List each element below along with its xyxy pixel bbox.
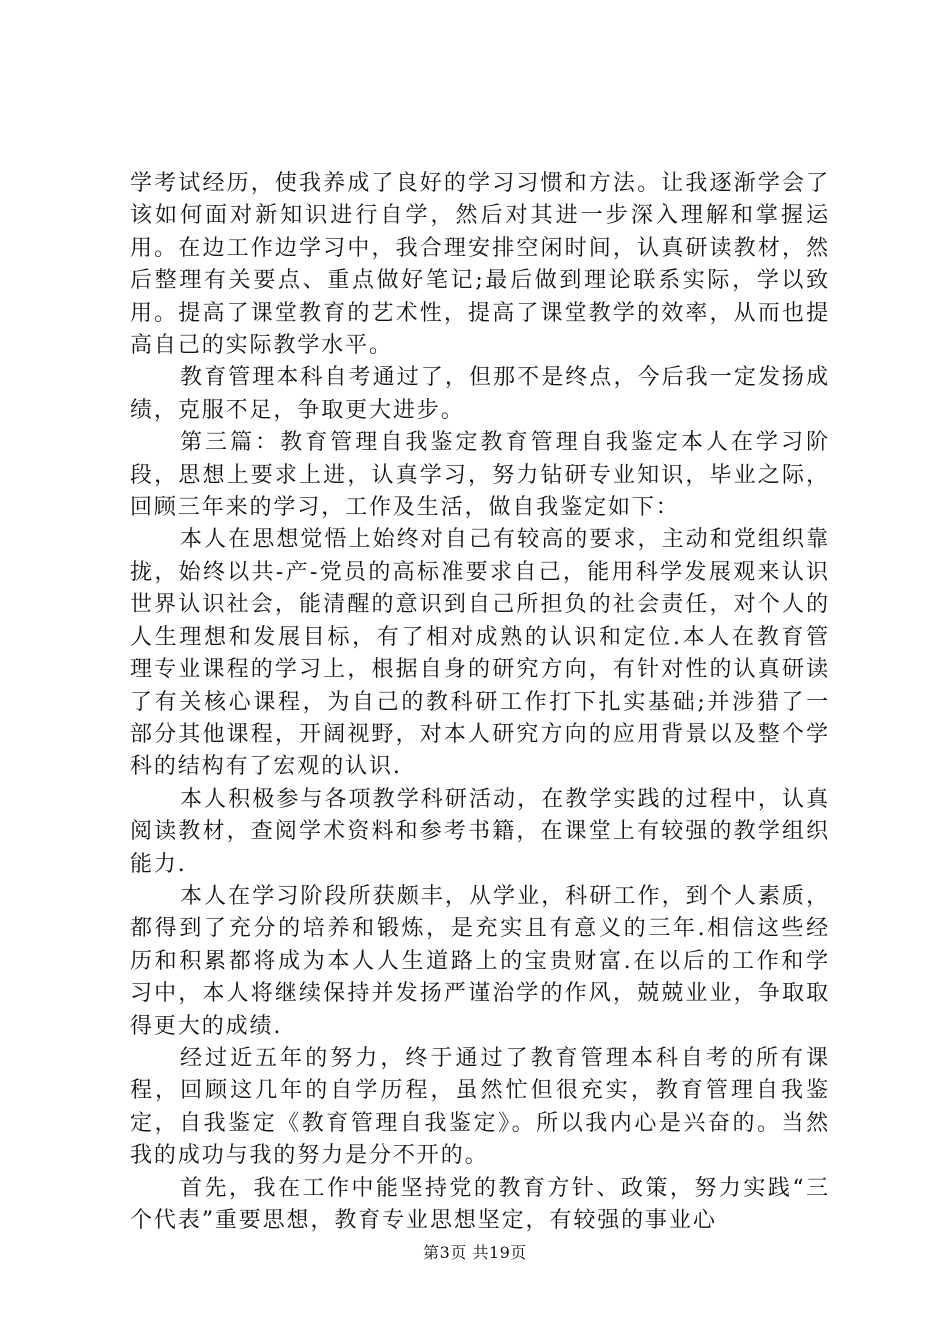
paragraph: 教育管理本科自考通过了，但那不是终点，今后我一定发扬成绩，克服不足，争取更大进步。 <box>130 365 830 423</box>
paragraph: 首先，我在工作中能坚持党的教育方针、政策，努力实践“三个代表”重要思想，教育专业思想坚定，有较强的事业心 <box>130 1175 830 1233</box>
paragraph-section-heading: 第三篇：教育管理自我鉴定教育管理自我鉴定本人在学习阶段，思想上要求上进，认真学习，努力钻研专业知识，毕业之际，回顾三年来的学习，工作及生活，做自我鉴定如下： <box>130 430 830 521</box>
paragraph: 本人积极参与各项教学科研活动，在教学实践的过程中，认真阅读教材，查阅学术资料和参考书籍，在课堂上有较强的教学组织能力. <box>130 786 830 877</box>
document-body <box>130 168 830 1237</box>
paragraph-continuation: 学考试经历，使我养成了良好的学习习惯和方法。让我逐渐学会了该如何面对新知识进行自学，然后对其进一步深入理解和掌握运用。在边工作边学习中，我合理安排空闲时间，认真研读教材，然后整理有关要点、重点做好笔记;最后做到理论联系实际，学以致用。提高了课堂教育的艺术性，提高了课堂教学的效率，从而也提高自己的实际教学水平。 <box>130 171 830 359</box>
paragraph: 本人在思想觉悟上始终对自己有较高的要求，主动和党组织靠拢，始终以共-产-党员的高标准要求自己，能用科学发展观来认识世界认识社会，能清醒的意识到自己所担负的社会责任，对个人的人生理想和发展目标，有了相对成熟的认识和定位.本人在教育管理专业课程的学习上，根据自身的研究方向，有针对性的认真研读了有关核心课程，为自己的教科研工作打下扎实基础;并涉猎了一部分其他课程，开阔视野，对本人研究方向的应用背景以及整个学科的结构有了宏观的认识. <box>130 527 830 780</box>
page-number-footer: 第3页 共19页 <box>423 1243 527 1262</box>
paragraph: 本人在学习阶段所获颇丰，从学业，科研工作，到个人素质，都得到了充分的培养和锻炼，是充实且有意义的三年.相信这些经历和积累都将成为本人人生道路上的宝贵财富.在以后的工作和学习中，本人将继续保持并发扬严谨治学的作风，兢兢业业，争取取得更大的成绩. <box>130 883 830 1039</box>
paragraph: 经过近五年的努力，终于通过了教育管理本科自考的所有课程，回顾这几年的自学历程，虽然忙但很充实，教育管理自我鉴定，自我鉴定《教育管理自我鉴定》。所以我内心是兴奋的。当然我的成功与我的努力是分不开的。 <box>130 1045 830 1169</box>
